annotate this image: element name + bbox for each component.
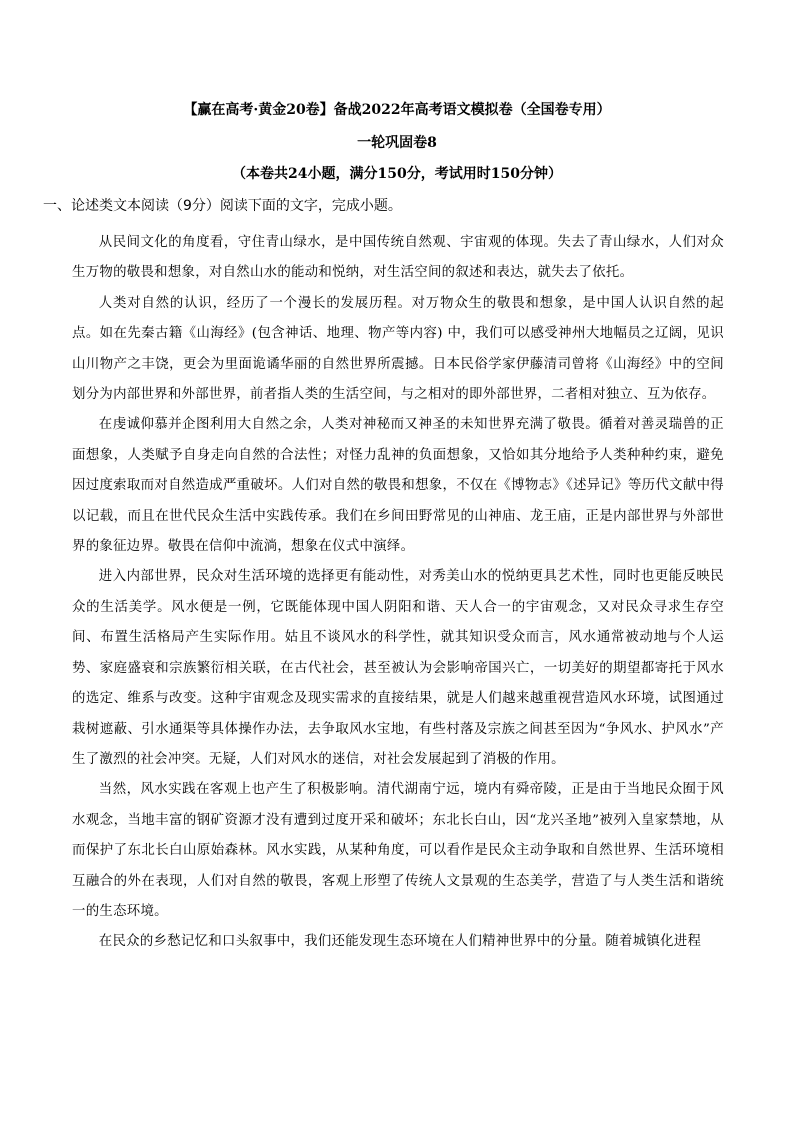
exam-info: （本卷共24小题，满分150分，考试用时150分钟） [232, 166, 562, 182]
reading-passage [72, 228, 724, 958]
passage-paragraph-1: 从民间文化的角度看，守住青山绿水，是中国传统自然观、宇宙观的体现。失去了青山绿水，人们对众生万物的敬畏和想象，对自然山水的能动和悦纳，对生活空间的叙述和表达，就失去了依托。 [72, 235, 724, 281]
passage-paragraph-5: 当然，风水实践在客观上也产生了积极影响。清代湖南宁远，境内有舜帝陵，正是由于当地民众囿于风水观念，当地丰富的钢矿资源才没有遭到过度开采和破坏；东北长白山，因“龙兴圣地”被列入皇家禁地，从而保护了东北长白山原始森林。风水实践，从某种角度，可以看作是民众主动争取和自然世界、生活环境相互融合的外在表现，人们对自然的敬畏，客观上形塑了传统人文景观的生态美学，营造了与人类生活和谐统一的生态环境。 [72, 782, 724, 919]
exam-title: 【赢在高考·黄金20卷】备战2022年高考语文模拟卷（全国卷专用） [183, 102, 611, 118]
passage-paragraph-6: 在民众的乡愁记忆和口头叙事中，我们还能发现生态环境在人们精神世界中的分量。随着城镇化进程 [98, 934, 702, 950]
passage-paragraph-2: 人类对自然的认识，经历了一个漫长的发展历程。对万物众生的敬畏和想象，是中国人认识自然的起点。如在先秦古籍《山海经》(包含神话、地理、物产等内容) 中，我们可以感受神州大地幅员之辽阔，见识山川物产之丰饶，更会为里面诡谲华丽的自然世界所震撼。日本民俗学家伊藤清司曾将《山海经》中的空间划分为内部世界和外部世界，前者指人类的生活空间，与之相对的即外部世界，二者相对独立、互为依存。 [72, 295, 724, 403]
passage-paragraph-3: 在虔诚仰慕并企图利用大自然之余，人类对神秘而又神圣的未知世界充满了敬畏。循着对善灵瑞兽的正面想象，人类赋予自身走向自然的合法性；对怪力乱神的负面想象，又恰如其分地给予人类种种约束，避免因过度索取而对自然造成严重破坏。人们对自然的敬畏和想象，不仅在《博物志》《述异记》等历代文献中得以记载，而且在世代民众生活中实践传承。我们在乡间田野常见的山神庙、龙王庙，正是内部世界与外部世界的象征边界。敬畏在信仰中流淌，想象在仪式中演绎。 [72, 417, 724, 555]
passage-paragraph-4: 进入内部世界，民众对生活环境的选择更有能动性，对秀美山水的悦纳更具艺术性，同时也更能反映民众的生活美学。风水便是一例，它既能体现中国人阴阳和谐、天人合一的宇宙观念，又对民众寻求生存空间、布置生活格局产生实际作用。姑且不谈风水的科学性，就其知识受众而言，风水通常被动地与个人运势、家庭盛衰和宗族繁衍相关联，在古代社会，甚至被认为会影响帝国兴亡，一切美好的期望都寄托于风水的选定、维系与改变。这种宇宙观念及现实需求的直接结果，就是人们越来越重视营造风水环境，试图通过栽树遮蔽、引水通渠等具体操作办法，去争取风水宝地，有些村落及宗族之间甚至因为“争风水、护风水”产生了激烈的社会冲突。无疑，人们对风水的迷信，对社会发展起到了消极的作用。 [72, 569, 724, 767]
exam-subtitle: 一轮巩固卷8 [357, 135, 437, 151]
section-heading: 一、论述类文本阅读（9分）阅读下面的文字，完成小题。 [43, 198, 402, 214]
